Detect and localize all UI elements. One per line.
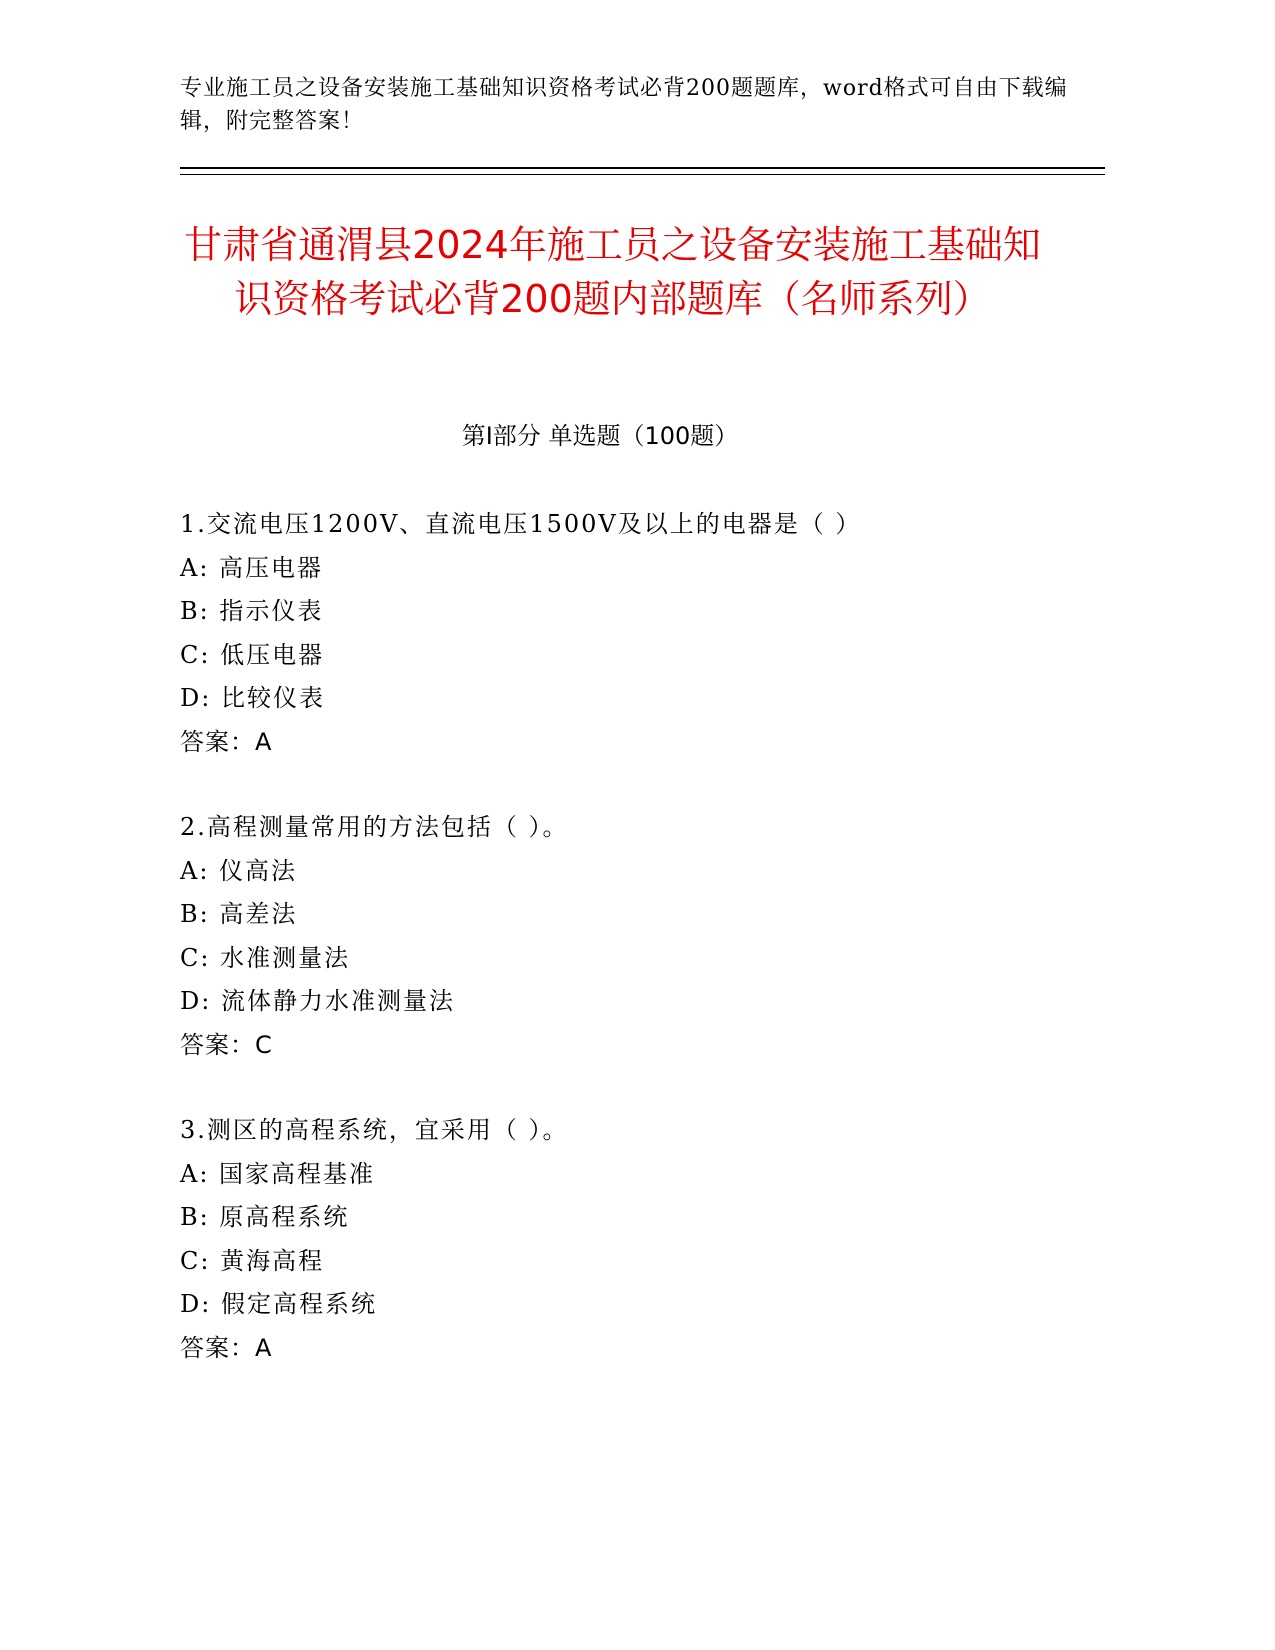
- answer-line: 答案：A: [180, 727, 273, 756]
- option-d: D: 流体静力水准测量法: [180, 987, 455, 1015]
- option-a: A: 仪高法: [180, 856, 298, 885]
- question-3: [180, 1109, 1120, 1370]
- option-b: B: 高差法: [180, 900, 298, 928]
- question-1: [180, 503, 1120, 764]
- document-title: 甘肃省通渭县2024年施工员之设备安装施工基础知识资格考试必背200题内部题库（名师系列）: [184, 223, 1041, 321]
- answer-line: 答案：C: [180, 1030, 273, 1059]
- question-stem: 3.测区的高程系统，宜采用（ ）。: [180, 1116, 569, 1144]
- header-note: 专业施工员之设备安装施工基础知识资格考试必背200题题库，word格式可自由下载编辑，附完整答案！: [180, 76, 1068, 134]
- option-a: A: 高压电器: [180, 553, 324, 582]
- option-c: C: 水准测量法: [180, 943, 351, 972]
- header-rule-thick: [180, 167, 1105, 169]
- option-d: D: 假定高程系统: [180, 1290, 377, 1318]
- option-b: B: 指示仪表: [180, 597, 324, 625]
- answer-line: 答案：A: [180, 1333, 273, 1362]
- header-rule-thin: [180, 174, 1105, 175]
- question-stem: 1.交流电压1200V、直流电压1500V及以上的电器是（ ）: [180, 510, 862, 538]
- question-2: [180, 806, 1120, 1067]
- option-c: C: 黄海高程: [180, 1246, 325, 1275]
- option-d: D: 比较仪表: [180, 684, 325, 712]
- section-heading: 第Ⅰ部分 单选题（100题）: [461, 422, 739, 450]
- option-a: A: 国家高程基准: [180, 1159, 376, 1188]
- option-c: C: 低压电器: [180, 640, 325, 669]
- option-b: B: 原高程系统: [180, 1203, 350, 1231]
- question-list: [180, 503, 1120, 1412]
- question-stem: 2.高程测量常用的方法包括（ ）。: [180, 813, 569, 841]
